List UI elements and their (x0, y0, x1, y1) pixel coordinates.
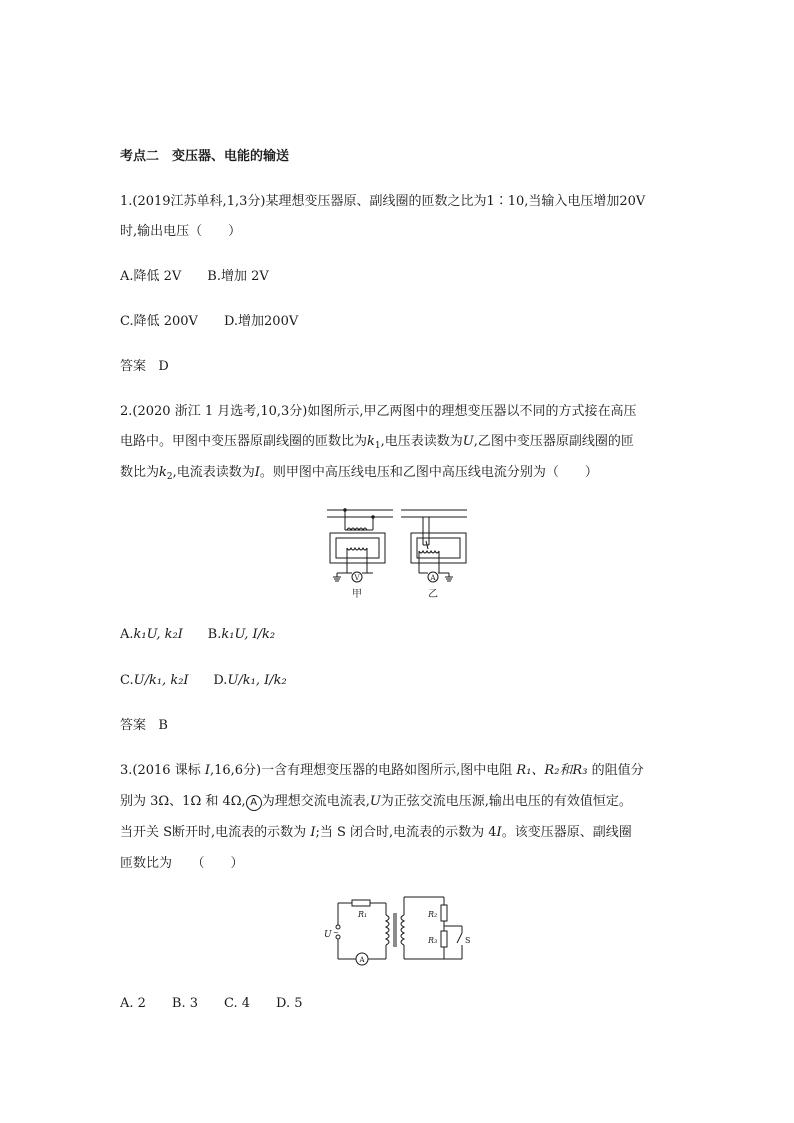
q3-stem-line4: 匝数比为 （ ） (120, 856, 244, 871)
q1-stem-line2: 时,输出电压（ ） (120, 224, 242, 239)
q2-stem-line3 (120, 465, 598, 481)
q1-options-cd: C.降低 200V D.增加200V (120, 314, 299, 329)
ammeter-symbol: A (430, 574, 436, 582)
option-b-label: B. (207, 627, 222, 642)
option-a-label: A. (120, 627, 134, 642)
fig-label-jia: 甲 (352, 589, 362, 600)
answer-value: B (158, 718, 168, 733)
fig-label-yi: 乙 (428, 589, 438, 600)
q2-options-ab (120, 627, 275, 643)
answer-value: D (158, 359, 169, 374)
var-u: U (369, 794, 381, 809)
var-k: k (367, 434, 375, 449)
option-c: U/k₁, k₂I (133, 673, 189, 688)
q1-options-ab: A.降低 2V B.增加 2V (120, 269, 269, 284)
q1-answer (120, 359, 169, 375)
text: ,电压表读数为 (380, 434, 463, 449)
q3-circuit-figure (320, 893, 475, 968)
option-c-label: C. (120, 673, 134, 688)
text: 数比为 (120, 465, 160, 480)
q3-figure-svg (320, 893, 475, 968)
q2-stem-line1: 2.(2020 浙江 1 月选考,10,3分)如图所示,甲乙两图中的理想变压器以不同的方式接在高压 (120, 404, 637, 419)
q2-stem-line2 (120, 434, 634, 450)
option-b: k₁U, I/k₂ (221, 627, 276, 642)
text: 为正弦交流电压源,输出电压的有效值恒定。 (380, 794, 632, 809)
text: ,16,6分)一含有理想变压器的电路如图所示,图中电阻 (209, 763, 513, 778)
q3-stem-line2 (120, 794, 632, 811)
answer-label: 答案 (120, 718, 147, 733)
option-d-label: D. (213, 673, 228, 688)
var-k: k (159, 465, 167, 480)
text: 。该变压器原、副线圈 (501, 825, 632, 840)
text: 。则甲图中高压线电压和乙图中高压线电流分别为（ ） (259, 465, 598, 480)
text: 的阻值分 (591, 763, 644, 778)
section-title: 考点二 变压器、电能的输送 (120, 149, 290, 164)
q3-stem-line1 (120, 763, 644, 779)
option-d: U/k₁, I/k₂ (227, 673, 287, 688)
q3-stem-line3 (120, 825, 632, 841)
var-i: I (310, 825, 316, 840)
voltmeter-symbol: V (354, 574, 360, 582)
q2-figure-svg (325, 505, 470, 600)
var-i: I (254, 465, 260, 480)
text: ;当 S 闭合时,电流表的示数为 4 (315, 825, 497, 840)
var-u: U (462, 434, 474, 449)
ammeter-symbol: A (359, 956, 365, 964)
text: 当开关 S断开时,电流表的示数为 (120, 825, 307, 840)
text: 电路中。甲图中变压器原副线圈的匝数比为 (120, 434, 368, 449)
label-r3: R₃ (428, 936, 438, 945)
q2-transformer-figure (325, 505, 470, 600)
q3-options: A. 2 B. 3 C. 4 D. 5 (120, 996, 303, 1011)
source-label-u: U (324, 930, 332, 940)
resistor-names: R₁、R₂和R₃ (516, 763, 588, 778)
sub: 2 (166, 472, 173, 482)
label-r2: R₂ (428, 910, 438, 919)
text: Ⅰ (204, 763, 210, 778)
text: ,乙图中变压器原副线圈的匝 (473, 434, 634, 449)
label-r1: R₁ (358, 910, 368, 919)
option-a: k₁U, k₂I (133, 627, 183, 642)
text: 3.(2016 课标 (120, 763, 201, 778)
text: 别为 3Ω、1Ω 和 4Ω, (120, 794, 246, 809)
text: 为理想交流电流表, (261, 794, 370, 809)
var-i: I (496, 825, 502, 840)
text: ,电流表读数为 (172, 465, 255, 480)
q2-options-cd (120, 673, 287, 689)
source-tilde: ~ (333, 929, 339, 937)
answer-label: 答案 (120, 359, 147, 374)
sub: 1 (374, 441, 381, 451)
q2-answer (120, 718, 168, 734)
q1-stem-line1: 1.(2019江苏单科,1,3分)某理想变压器原、副线圈的匝数之比为1∶10,当输入电压增加20V (120, 194, 646, 209)
label-switch-s: S (465, 936, 471, 945)
ammeter-circle-icon: A (246, 795, 262, 811)
